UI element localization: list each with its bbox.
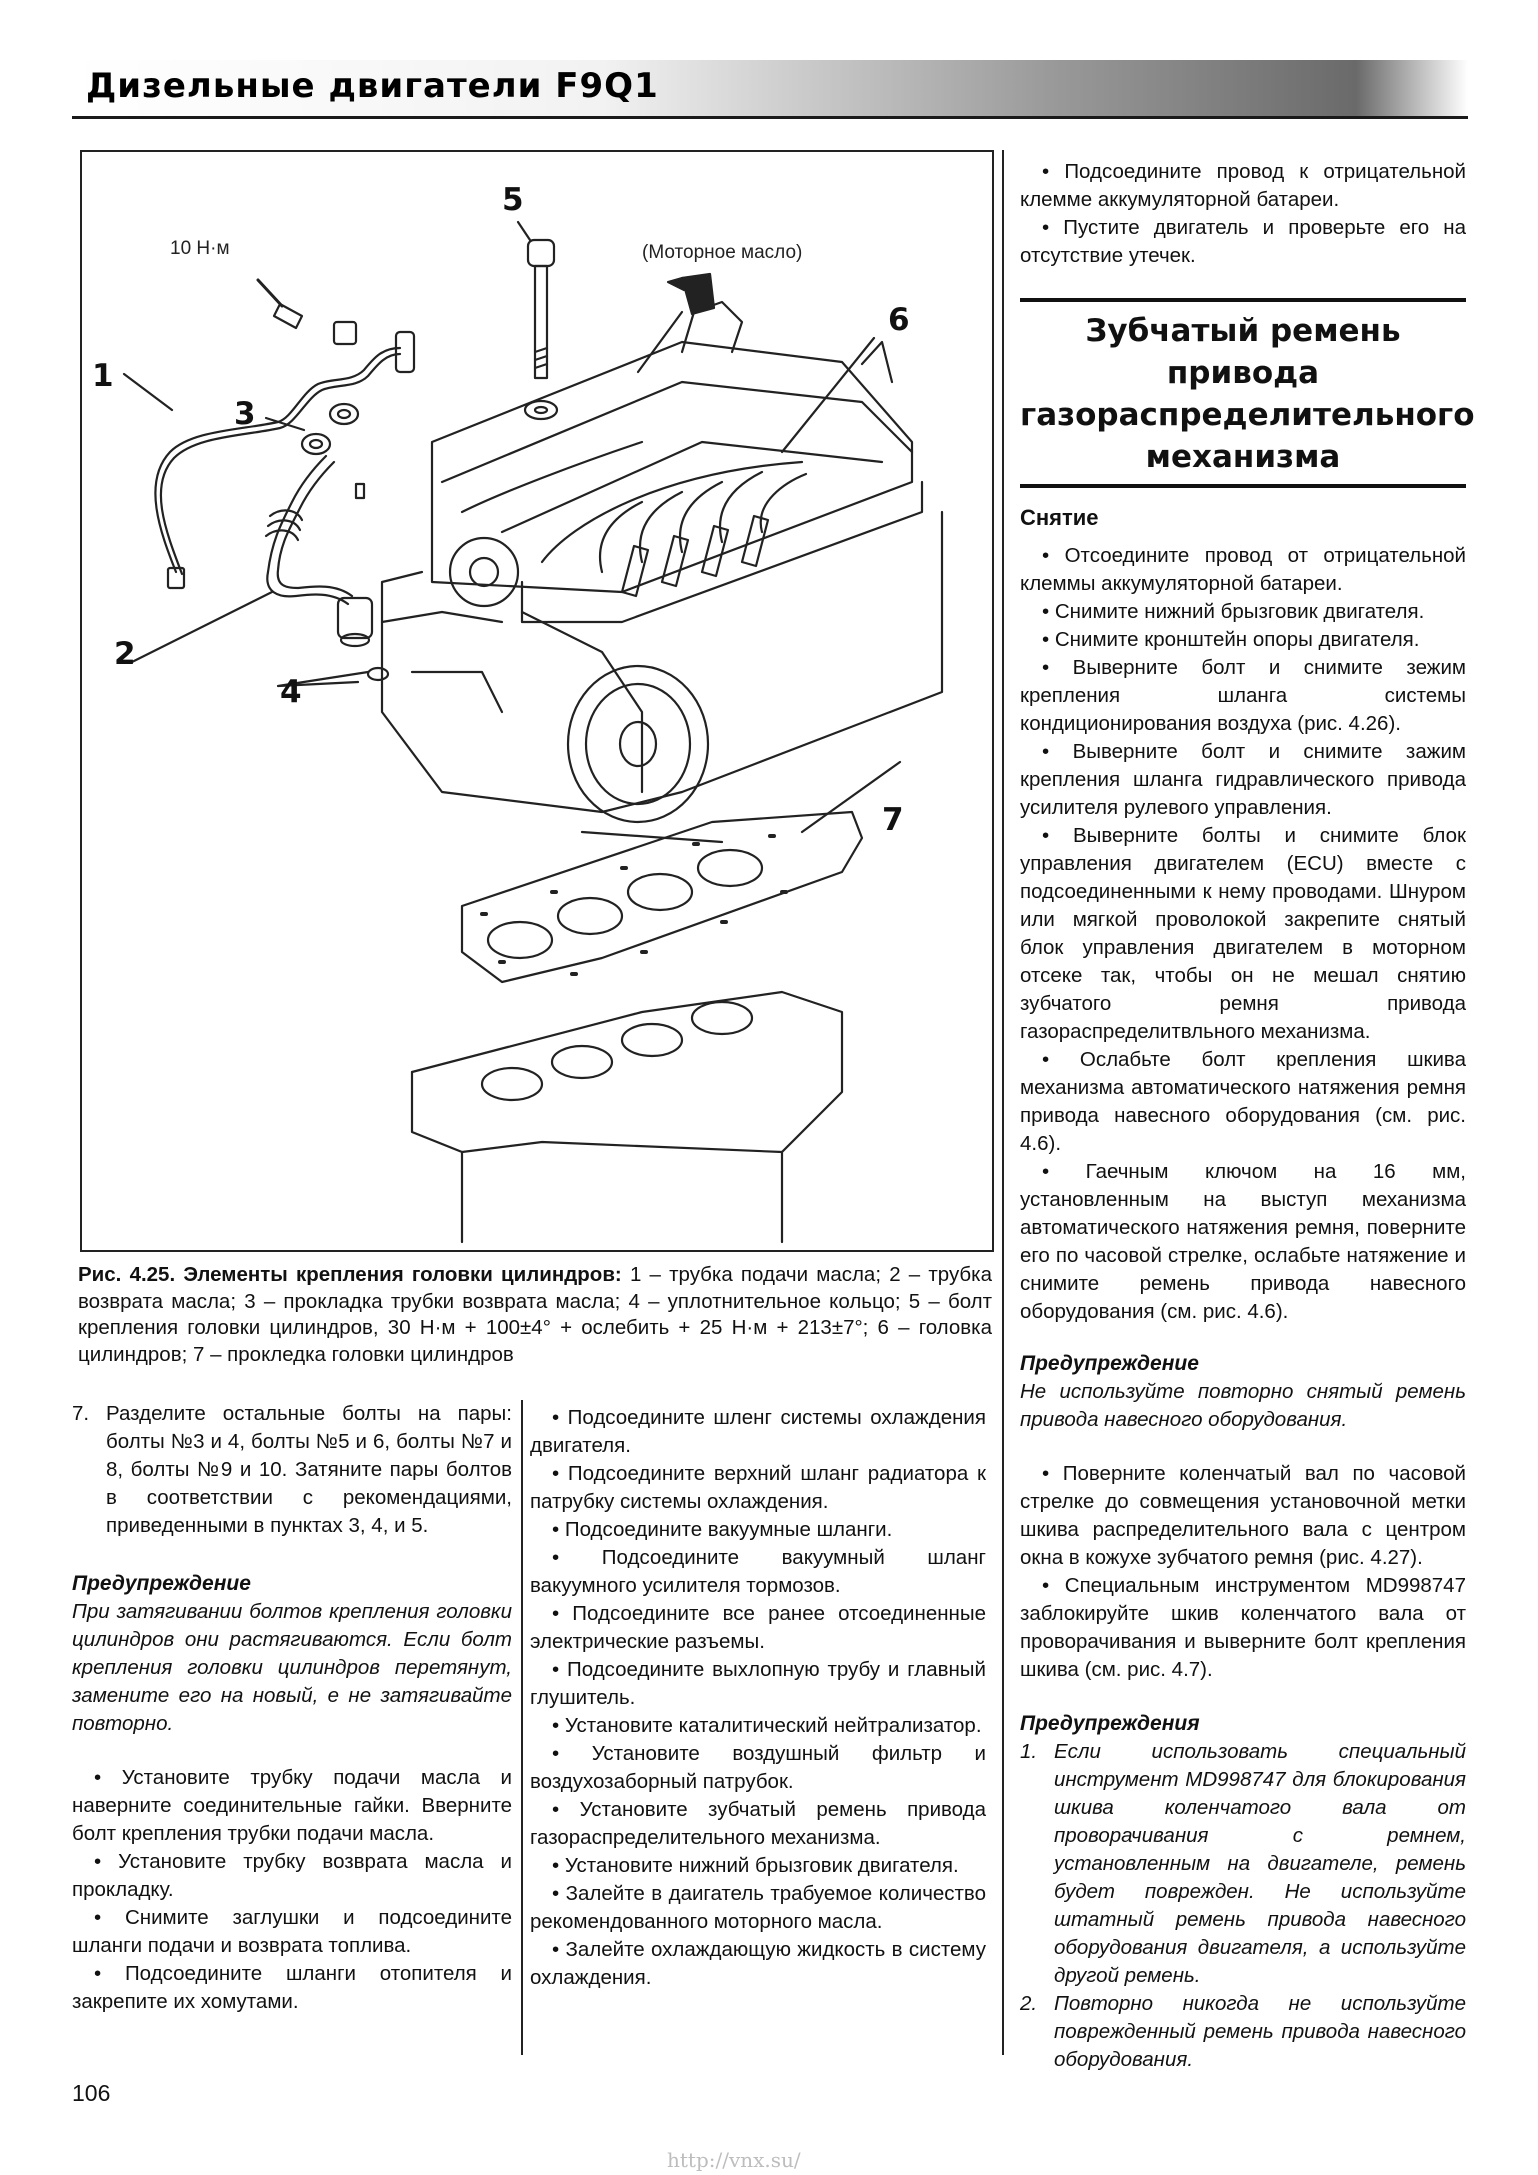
figure-label-1: 1	[92, 358, 114, 394]
warning-item-text: Повторно никогда не используйте поврежденный ремень привода навесного оборудования.	[1054, 1992, 1466, 2071]
warning-item-number: 2.	[1020, 1992, 1038, 2015]
list-item: • Установите зубчатый ремень привода газораспределительного механизма.	[530, 1798, 986, 1849]
section-heading: Зубчатый ремень привода газораспределительного механизма	[1020, 298, 1466, 488]
list-item: • Подсоедините выхлопную трубу и главный глушитель.	[530, 1658, 986, 1709]
list-item: • Снимите нижний брызговик двигателя.	[1042, 600, 1425, 623]
list-item: • Залейте охлаждающую жидкость в систему охлаждения.	[530, 1938, 986, 1989]
list-item: • Пустите двигатель и проверьте его на отсутствие утечек.	[1020, 216, 1466, 267]
list-item: • Выверните болт и снимите зажим крепления шланга гидравлического привода усилителя рулевого управления.	[1020, 740, 1466, 819]
step-number: 7.	[72, 1402, 90, 1425]
column-divider	[1002, 150, 1004, 2055]
list-item: • Подсоедините верхний шланг радиатора к патрубку системы охлаждения.	[530, 1462, 986, 1513]
list-item: • Подсоедините вакуумные шланги.	[552, 1518, 893, 1541]
list-item: • Подсоедините все ранее отсоединенные электрические разъемы.	[530, 1602, 986, 1653]
list-item: • Гаечным ключом на 16 мм, установленным на выступ механизма автоматического натяжения ремня, поверните его по часовой стрелке, ослабьте натяжение и снимите ремень привода навесного оборудования (см. рис. 4.6).	[1020, 1160, 1466, 1323]
list-item: • Отсоедините провод от отрицательной клеммы аккумуляторной батареи.	[1020, 544, 1466, 595]
column-2	[530, 1404, 986, 1992]
column-3	[1020, 158, 1475, 2074]
warning-heading: Предупреждение	[72, 1572, 251, 1595]
figure-label-2: 2	[114, 636, 136, 672]
list-item: • Снимите кронштейн опоры двигателя.	[1042, 628, 1420, 651]
column-1	[72, 1400, 512, 2016]
warning-text: При затягивании болтов крепления головки цилиндров они растягиваются. Если болт крепления головки цилиндров перетянут, замените его на новый, е не затягивайте повторно.	[72, 1600, 512, 1735]
figure-label-3: 3	[234, 396, 256, 432]
list-item: • Поверните коленчатый вал по часовой стрелке до совмещения установочной метки шкива распределительного вала с центром окна в кожухе зубчатого ремня (рис. 4.27).	[1020, 1462, 1466, 1569]
warning-item-number: 1.	[1020, 1740, 1038, 1763]
caption-text: 1 – трубка подачи масла; 2 – трубка возврата масла; 3 – прокладка трубки возврата масла; 4 – уплотнительное кольцо; 5 – болт крепления головки цилиндров, 30 Н·м + 100±4° + ослебить + 25 Н·м + 213±7°; 6 – головка цилиндров; 7 – прокледка головки цилиндров	[78, 1263, 992, 1366]
warning-item-text: Если использовать специальный инструмент MD998747 для блокирования шкива коленчатого вала от проворачивания с ремнем, установленным на двигателе, ремень будет поврежден. Не используйте штатный ремень привода навесного оборудования двигателя, а используйте другой ремень.	[1054, 1740, 1466, 1987]
subsection-heading: Снятие	[1020, 505, 1099, 530]
list-item: • Установите трубку возврата масла и прокладку.	[72, 1850, 512, 1901]
list-item: • Подсоедините шленг системы охлаждения двигателя.	[530, 1406, 986, 1457]
list-item: • Подсоедините шланги отопителя и закрепите их хомутами.	[72, 1962, 512, 2013]
figure-label-6: 6	[888, 302, 910, 338]
figure-engine-head	[80, 150, 994, 1252]
figure-label-7: 7	[882, 802, 904, 838]
warning-heading: Предупреждения	[1020, 1712, 1200, 1735]
list-item: • Выверните болты и снимите блок управления двигателем (ECU) вместе с подсоединенными к нему проводами. Шнуром или мягкой проволокой закрепите снятый блок управления двигателем в моторном отсеке так, чтобы он не мешал снятию зубчатого ремня привода газораспределитвльного механизма.	[1020, 824, 1466, 1043]
torque-label: 10 Н·м	[170, 238, 230, 259]
warning-item	[1020, 1738, 1466, 1990]
step-text: Разделите остальные болты на пары: болты №3 и 4, болты №5 и 6, болты №7 и 8, болты №9 и 10. Затяните пары болтов в соответствии с рекомендациями, приведенными в пунктах 3, 4, и 5.	[106, 1402, 512, 1537]
list-item: • Установите воздушный фильтр и воздухозаборный патрубок.	[530, 1742, 986, 1793]
warning-item	[1020, 1990, 1466, 2074]
warning-text: Не используйте повторно снятый ремень привода навесного оборудования.	[1020, 1380, 1466, 1431]
list-item: • Ослабьте болт крепления шкива механизма автоматического натяжения ремня привода навесного оборудования (см. рис. 4.6).	[1020, 1048, 1466, 1155]
list-item: • Установите каталитический нейтрализатор.	[552, 1714, 982, 1737]
page-number: 106	[72, 2080, 111, 2106]
oil-label: (Моторное масло)	[642, 242, 803, 263]
caption-title: Рис. 4.25. Элементы крепления головки цилиндров:	[78, 1263, 622, 1286]
page-title: Дизельные двигатели F9Q1	[86, 66, 659, 106]
figure-caption	[78, 1262, 992, 1368]
figure-label-5: 5	[502, 182, 524, 218]
watermark-url: http://vnx.su/	[667, 2148, 801, 2172]
list-item: • Установите трубку подачи масла и наверните соединительные гайки. Вверните болт крепления трубки подачи масла.	[72, 1766, 512, 1845]
column-divider	[521, 1400, 523, 2055]
list-item: • Подсоедините провод к отрицательной клемме аккумуляторной батареи.	[1020, 160, 1466, 211]
list-item: • Залейте в даигатель трабуемое количество рекомендованного моторного масла.	[530, 1882, 986, 1933]
list-item: • Подсоедините вакуумный шланг вакуумного усилителя тормозов.	[530, 1546, 986, 1597]
list-item: • Установите нижний брызговик двигателя.	[552, 1854, 959, 1877]
list-item: • Специальным инструментом MD998747 заблокируйте шкив коленчатого вала от проворачивания и выверните болт крепления шкива (см. рис. 4.7).	[1020, 1574, 1466, 1681]
list-item: • Выверните болт и снимите зежим крепления шланга системы кондиционирования воздуха (рис. 4.26).	[1020, 656, 1466, 735]
warning-heading: Предупреждение	[1020, 1352, 1199, 1375]
list-item: • Снимите заглушки и подсоедините шланги подачи и возврата топлива.	[72, 1906, 512, 1957]
figure-label-4: 4	[280, 674, 302, 710]
numbered-step-7	[72, 1400, 512, 1540]
header-bar	[72, 60, 1468, 119]
engine-illustration	[82, 152, 992, 1250]
